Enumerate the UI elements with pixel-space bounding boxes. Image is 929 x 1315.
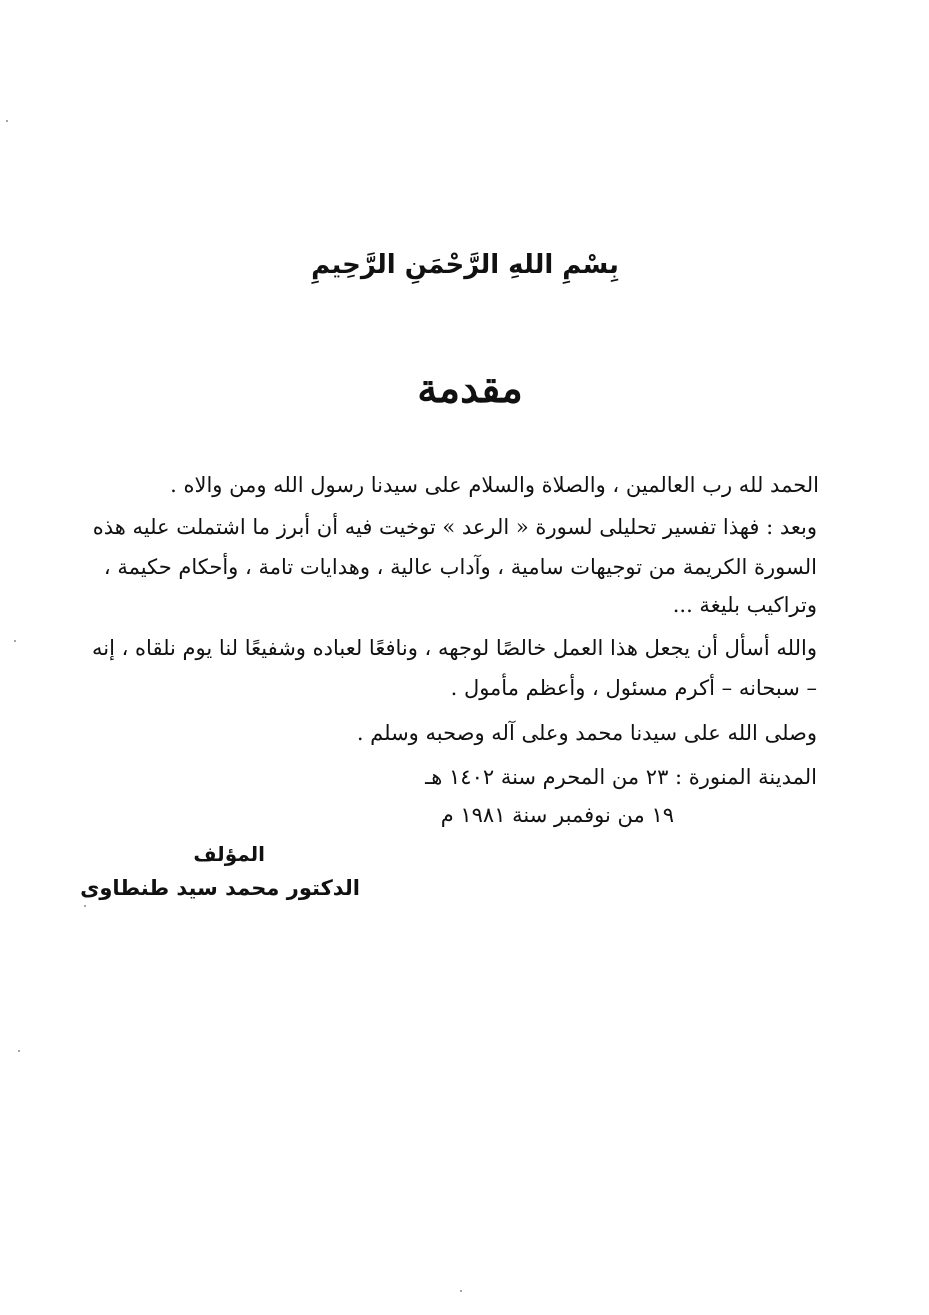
- text-line-1: الحمد لله رب العالمين ، والصلاة والسلام على سيدنا رسول الله ومن والاه .: [170, 473, 819, 497]
- text-line-4: وتراكيب بليغة ...: [672, 593, 817, 617]
- page-title: مقدمة: [417, 365, 523, 412]
- scan-speck: [6, 120, 8, 122]
- text-line-3: السورة الكريمة من توجيهات سامية ، وآداب عالية ، وهدايات تامة ، وأحكام حكيمة ،: [103, 555, 817, 579]
- scan-speck: [18, 1050, 20, 1052]
- text-line-7: وصلى الله على سيدنا محمد وعلى آله وصحبه وسلم .: [356, 721, 817, 745]
- date-hijri: المدينة المنورة : ٢٣ من المحرم سنة ١٤٠٢ هـ: [425, 765, 817, 789]
- text-line-5: والله أسأل أن يجعل هذا العمل خالصًا لوجهه ، ونافعًا لعباده وشفيعًا لنا يوم نلقاه ، إنه: [91, 636, 817, 660]
- author-name: الدكتور محمد سيد طنطاوى: [80, 876, 360, 900]
- scan-speck: [14, 640, 16, 642]
- text-line-6: – سبحانه – أكرم مسئول ، وأعظم مأمول .: [450, 676, 817, 700]
- text-line-2: وبعد : فهذا تفسير تحليلى لسورة « الرعد » توخيت فيه أن أبرز ما اشتملت عليه هذه: [92, 515, 817, 539]
- basmala-calligraphy: بِسْمِ اللهِ الرَّحْمَنِ الرَّحِيمِ: [311, 250, 619, 280]
- scan-speck: [84, 905, 86, 907]
- scan-speck: [460, 1290, 462, 1292]
- author-label: المؤلف: [193, 842, 265, 866]
- date-gregorian: ١٩ من نوفمبر سنة ١٩٨١ م: [440, 803, 674, 827]
